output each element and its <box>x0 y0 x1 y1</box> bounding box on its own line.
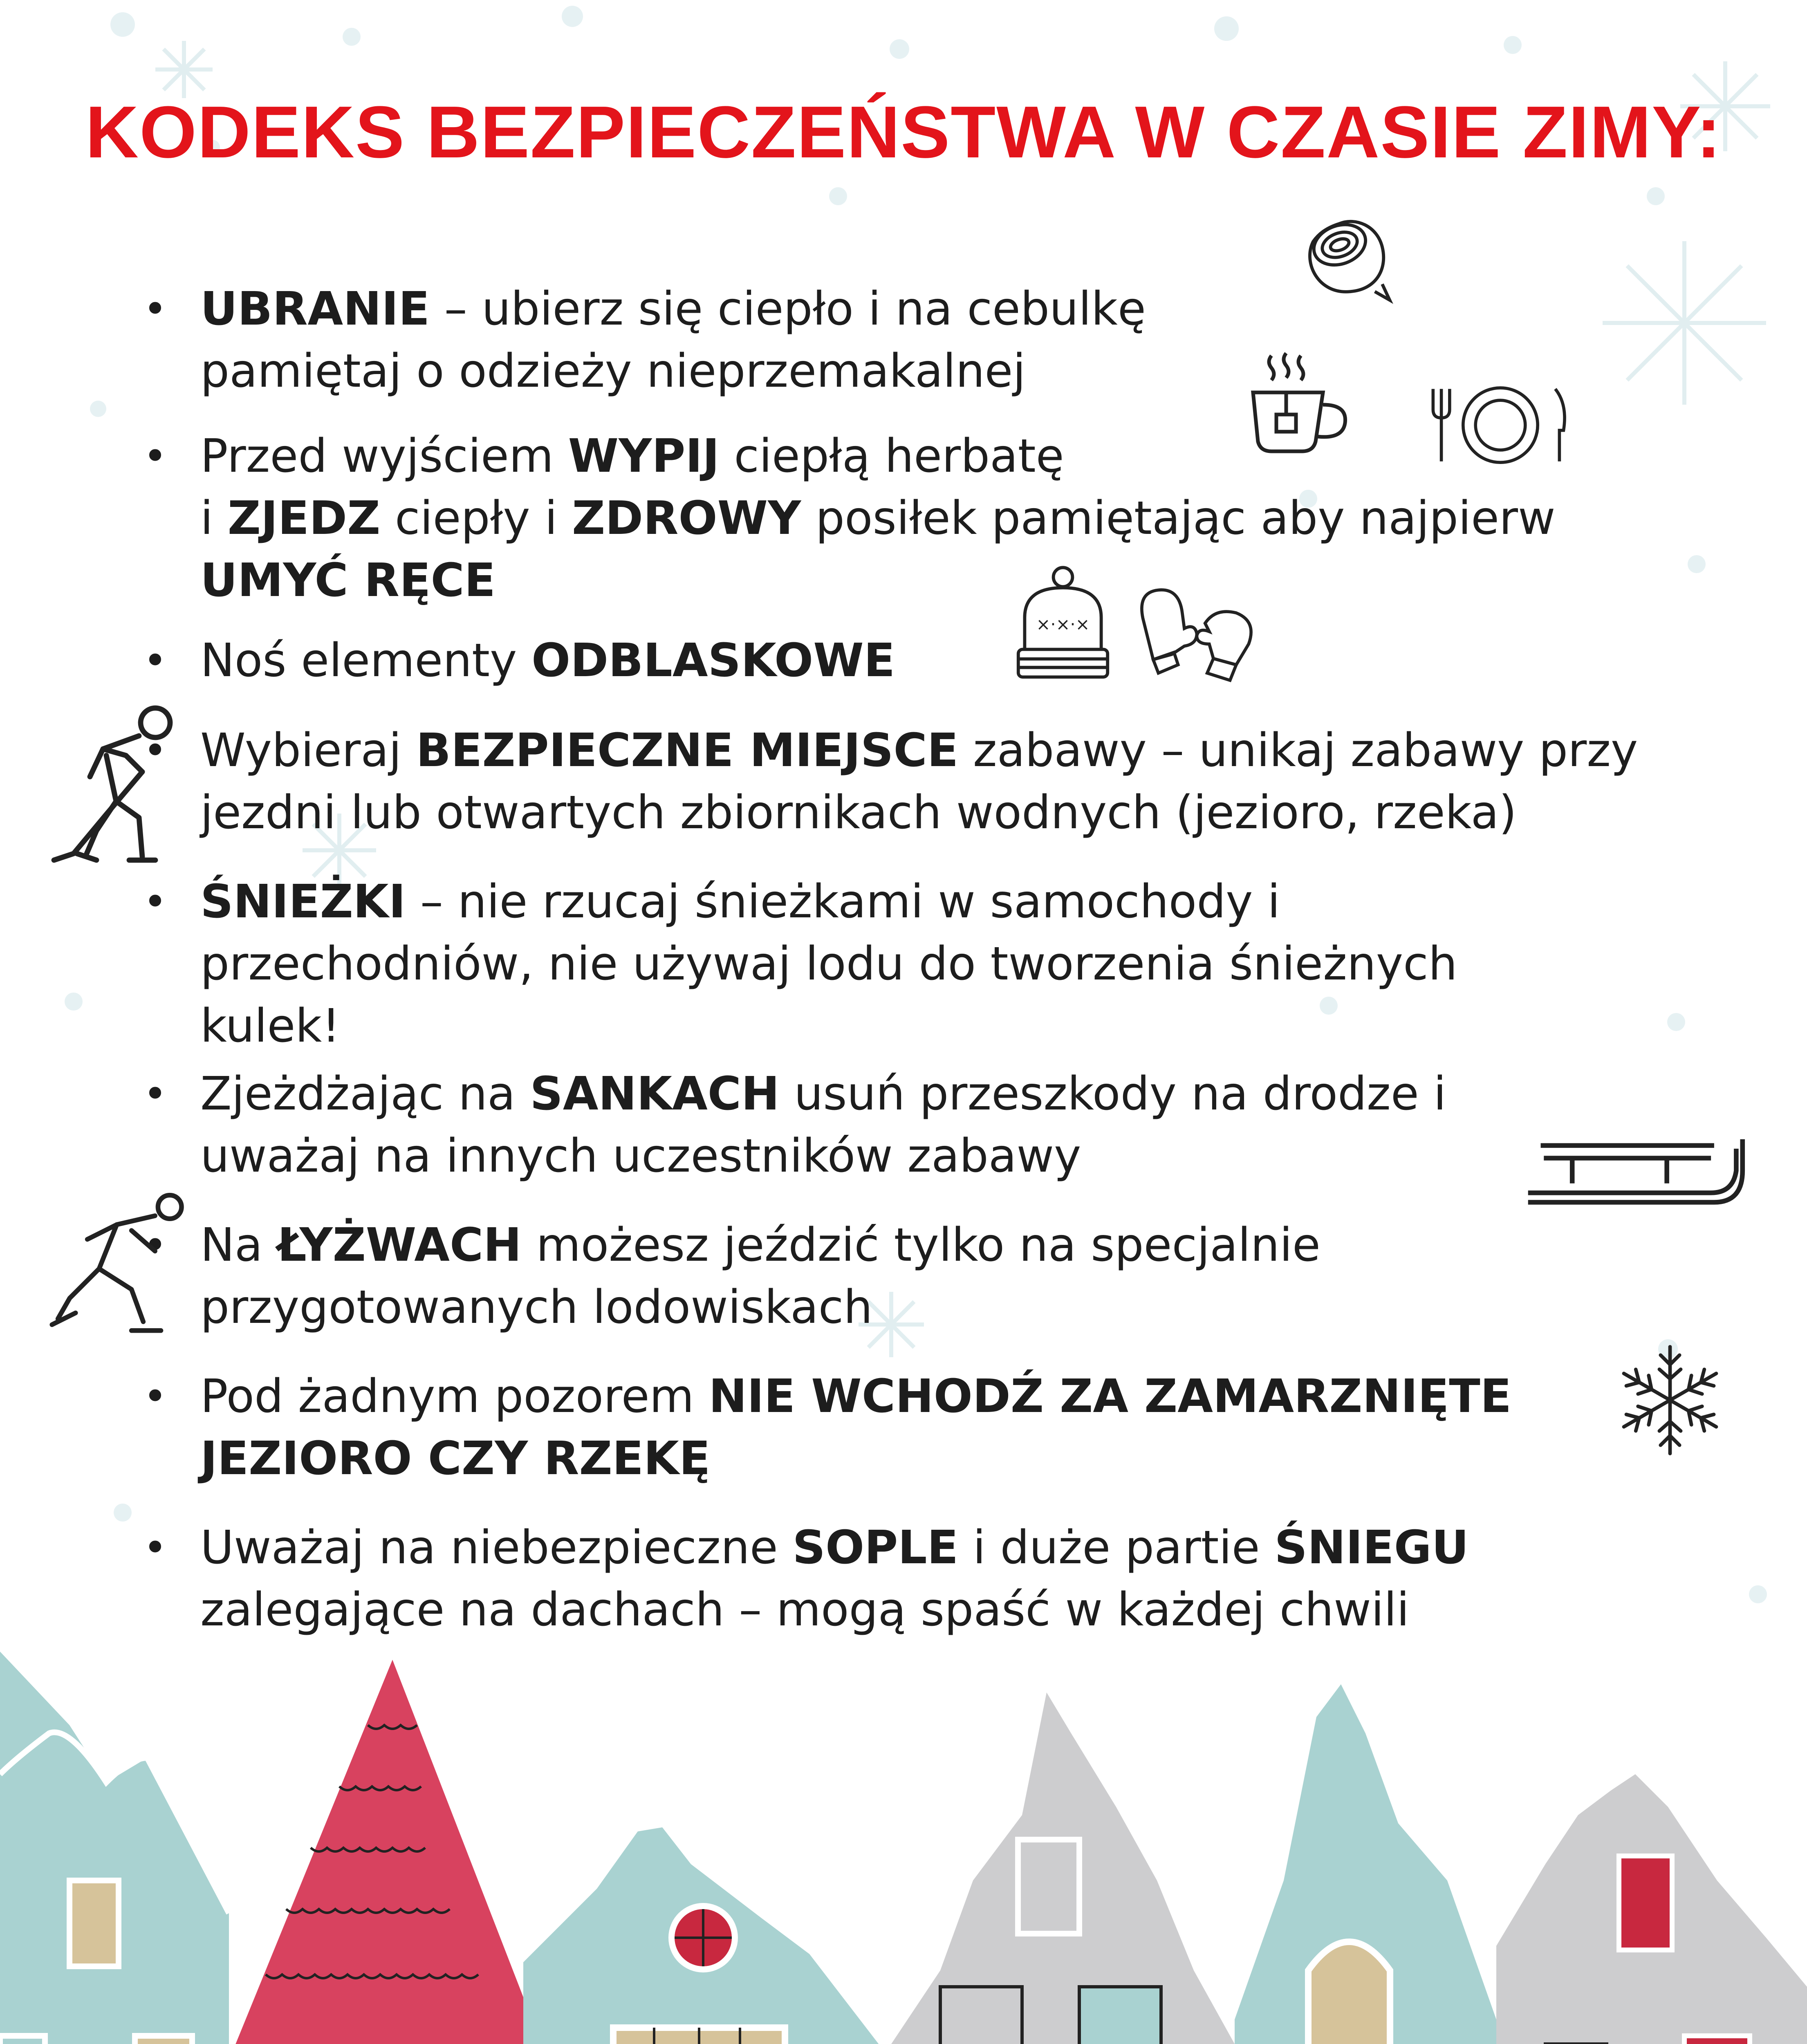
bullet: • <box>143 1524 167 1571</box>
rule-line <box>200 1063 1446 1125</box>
hockey-player-icon <box>41 703 204 883</box>
rule-line <box>200 1428 1511 1490</box>
rule-item <box>143 719 1638 844</box>
rule-text: przechodniów, nie używaj lodu do tworzenia śnieżnych <box>200 937 1457 991</box>
rule-item <box>143 1214 1320 1338</box>
rule-text: Przed wyjściem <box>200 430 568 483</box>
rule-line <box>200 630 895 692</box>
rule-line <box>200 933 1457 995</box>
rule-emphasis: BEZPIECZNE MIEJSCE <box>416 724 959 777</box>
rule-emphasis: WYPIJ <box>568 430 720 483</box>
rule-emphasis: ZDROWY <box>572 492 801 545</box>
winter-hat-icon <box>1010 564 1116 687</box>
rule-text: Noś elementy <box>200 634 531 687</box>
rule-text: Zjeżdżając na <box>200 1067 530 1121</box>
sled-icon <box>1525 1128 1746 1210</box>
rule-emphasis: ODBLASKOWE <box>531 634 895 687</box>
rule-line <box>200 1365 1511 1428</box>
rule-item <box>143 871 1457 1057</box>
winter-houses-illustration <box>0 1652 1807 2044</box>
snowflake-icon <box>1611 1341 1729 1459</box>
rule-text: – ubierz się ciepło i na cebulkę <box>430 282 1146 336</box>
rule-line <box>200 340 1146 402</box>
page-title: KODEKS BEZPIECZEŃSTWA W CZASIE ZIMY: <box>85 91 1722 173</box>
rule-text: jezdni lub otwartych zbiornikach wodnych (jezioro, rzeka) <box>200 786 1517 839</box>
rule-emphasis: ŚNIEGU <box>1274 1521 1469 1574</box>
tea-cup-icon <box>1235 343 1357 466</box>
bullet: • <box>143 726 167 774</box>
rule-line <box>200 995 1457 1057</box>
rule-item <box>143 630 895 692</box>
rule-emphasis: UMYĆ RĘCE <box>200 554 496 607</box>
rule-text: zalegające na dachach – mogą spaść w każdej chwili <box>200 1583 1410 1636</box>
rule-line <box>200 719 1638 782</box>
rule-line <box>200 871 1457 933</box>
rule-text: Uważaj na niebezpieczne <box>200 1521 793 1574</box>
rule-text: – nie rzucaj śnieżkami w samochody i <box>406 875 1280 928</box>
bullet: • <box>143 285 167 333</box>
rule-emphasis: ŚNIEŻKI <box>200 875 406 928</box>
rule-emphasis: SOPLE <box>792 1521 959 1574</box>
bullet: • <box>143 1372 167 1420</box>
mittens-icon <box>1132 580 1267 687</box>
rule-line <box>200 1214 1320 1276</box>
rule-emphasis: SANKACH <box>530 1067 780 1121</box>
rule-line <box>200 487 1556 549</box>
svg-text:×·×·×: ×·×·× <box>1036 614 1090 634</box>
rule-text: Wybieraj <box>200 724 416 777</box>
rule-emphasis: ZJEDZ <box>227 492 381 545</box>
rule-text: uważaj na innych uczestników zabawy <box>200 1130 1081 1183</box>
rule-emphasis: NIE WCHODŹ ZA ZAMARZNIĘTE <box>708 1370 1512 1423</box>
rule-emphasis: UBRANIE <box>200 282 430 336</box>
rule-text: przygotowanych lodowiskach <box>200 1281 873 1334</box>
rule-line <box>200 1276 1320 1338</box>
rule-line <box>200 1517 1469 1579</box>
rule-item <box>143 1063 1446 1187</box>
onion-icon <box>1292 204 1398 311</box>
bullet: • <box>143 637 167 684</box>
rule-line <box>200 278 1146 340</box>
bullet: • <box>143 1070 167 1118</box>
rule-emphasis: JEZIORO CZY RZEKĘ <box>200 1432 711 1485</box>
rule-emphasis: ŁYŻWACH <box>277 1219 522 1272</box>
rule-line <box>200 782 1638 844</box>
rule-item <box>143 278 1146 402</box>
rule-item <box>143 1365 1512 1490</box>
rule-text: Na <box>200 1219 278 1272</box>
rule-text: pamiętaj o odzieży nieprzemakalnej <box>200 345 1026 398</box>
rule-text: ciepły i <box>380 492 572 545</box>
rule-text: kulek! <box>200 1000 341 1053</box>
rule-line <box>200 549 1556 612</box>
bullet: • <box>143 432 167 480</box>
rule-text: i <box>200 492 228 545</box>
rule-line <box>200 1579 1469 1641</box>
rule-item <box>143 1517 1469 1641</box>
rule-text: zabawy – unikaj zabawy przy <box>958 724 1638 777</box>
rule-text: usuń przeszkody na drodze i <box>779 1067 1446 1121</box>
rule-text: ciepłą herbatę <box>719 430 1064 483</box>
rule-text: posiłek pamiętając aby najpierw <box>801 492 1556 545</box>
bullet: • <box>143 878 167 926</box>
rule-text: Pod żadnym pozorem <box>200 1370 709 1423</box>
rule-text: możesz jeździć tylko na specjalnie <box>521 1219 1320 1272</box>
rule-text: i duże partie <box>958 1521 1275 1574</box>
bullet: • <box>143 1221 167 1269</box>
plate-cutlery-icon <box>1423 376 1578 474</box>
ice-skater-icon <box>49 1186 196 1349</box>
rule-line <box>200 1125 1446 1187</box>
